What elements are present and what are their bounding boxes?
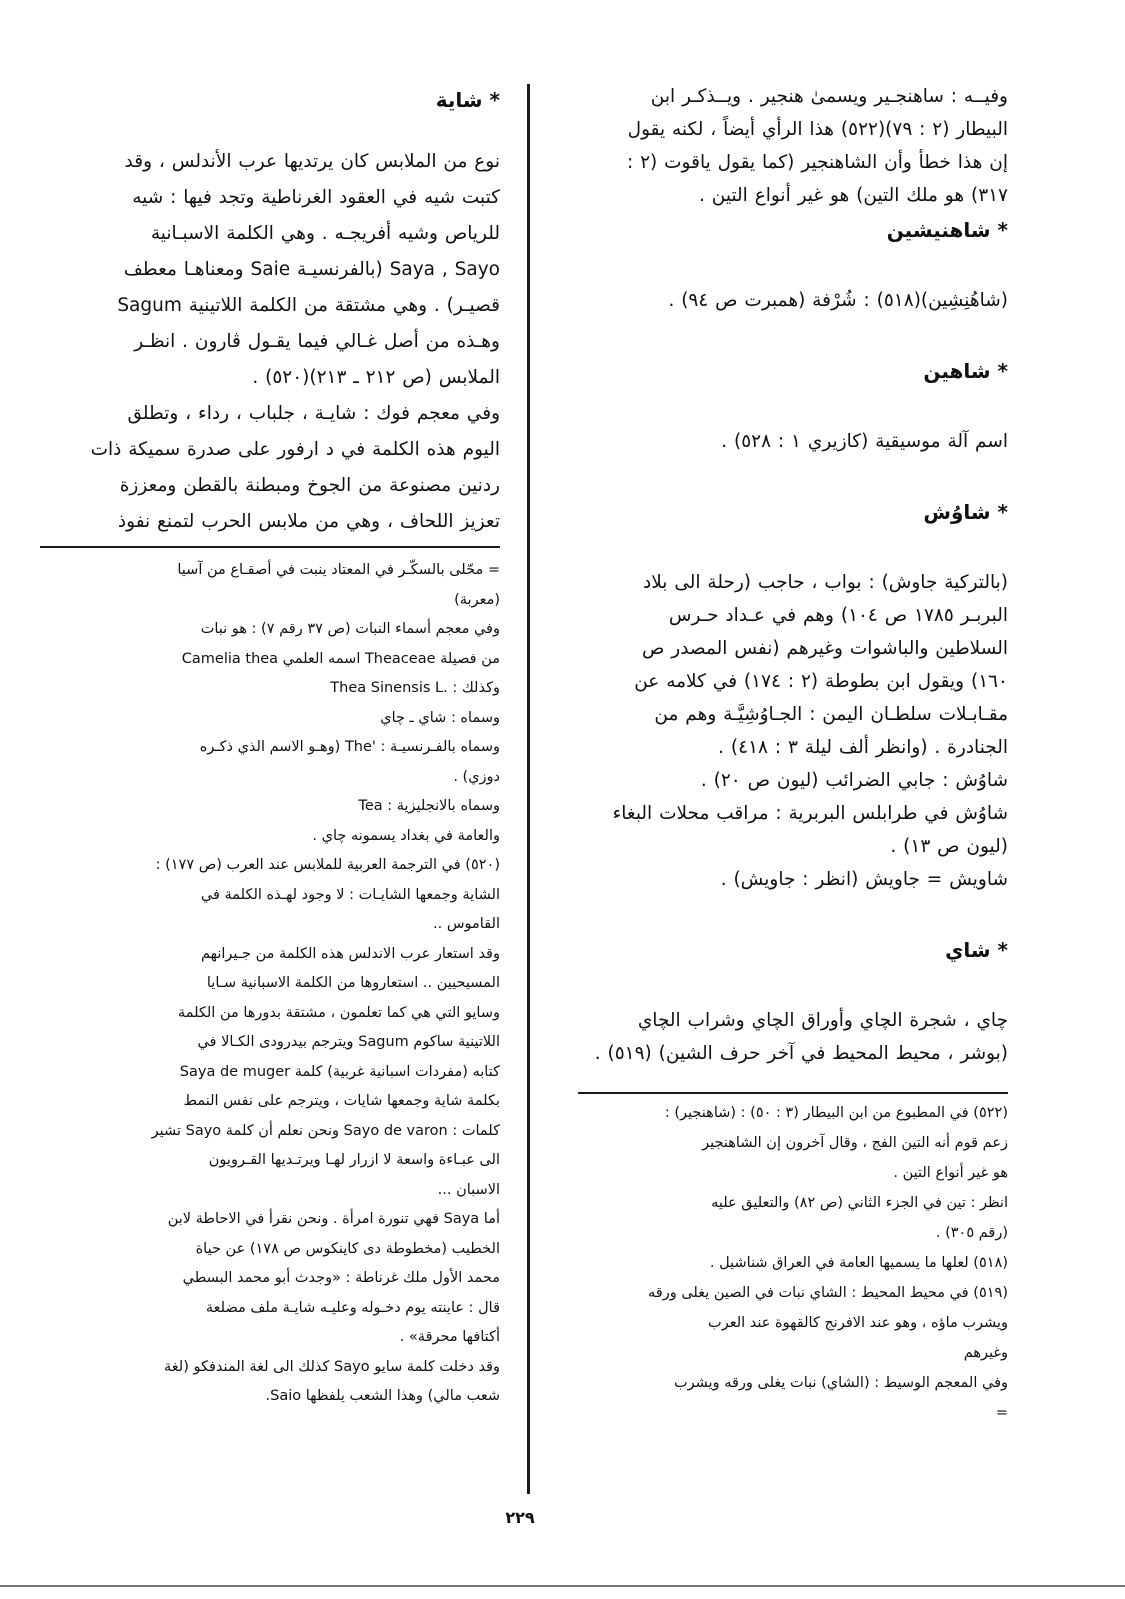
text-line: وفيــه : ساهنجـير ويسمىٰ هنجير . ويــذكـر ابن bbox=[650, 86, 1008, 107]
text-line: وهـذه من أصل غـالي فيما يقـول ڤارون . انظـر bbox=[134, 331, 500, 352]
footnote-line: وسماه بالانجليزية : Tea bbox=[358, 798, 500, 814]
footnote-separator bbox=[578, 1092, 1008, 1094]
footnote-line: ويشرب ماؤه ، وهو عند الافرنج كالقهوة عند العرب bbox=[708, 1315, 1008, 1331]
entry-heading: * شاي bbox=[945, 938, 1008, 962]
entry-body bbox=[562, 1004, 1008, 1070]
footnote-line: الخطيب (مخطوطة دى كاينكوس ص ١٧٨) عن حياة bbox=[195, 1240, 500, 1257]
footnote-line: الى عبـاءة واسعة لا ازرار لهـا ويرتـديها القـرويون bbox=[208, 1152, 500, 1168]
footnote-line: زعم قوم أنه التين الفج ، وقال آخرون إن الشاهنجير bbox=[702, 1135, 1008, 1151]
text-line: (بالتركية جاوش) : بواب ، حاجب (رحلة الى بلاد bbox=[643, 572, 1008, 593]
entry-heading: * شاهنيشين bbox=[886, 218, 1008, 242]
text-line: إن هذا خطأ وأن الشاهنجير (كما يقول ياقوت (٢ : bbox=[626, 152, 1008, 173]
left-column bbox=[50, 86, 500, 1412]
footnote-line: انظر : تين في الجزء الثاني (ص ٨٢) والتعليق عليه bbox=[711, 1195, 1008, 1211]
footnote-line: هو غير أنواع التين . bbox=[893, 1165, 1008, 1181]
entry-body bbox=[50, 144, 500, 540]
text-line: ٣١٧) هو ملك التين) هو غير أنواع التين . bbox=[699, 185, 1008, 206]
text-line: للرياص وشيه أفريجـه . وهي الكلمة الاسبـانية bbox=[150, 223, 500, 244]
entry-body bbox=[562, 284, 1008, 317]
text-line: كتبت شيه في العقود الغرناطية وتجد فيها : شيه bbox=[132, 187, 500, 208]
text-line: ١٦٠) ويقول ابن بطوطة (٢ : ١٧٤) في كلامه عن bbox=[634, 671, 1008, 692]
footnote-line: دوزي) . bbox=[453, 768, 500, 785]
column-divider bbox=[527, 84, 530, 1494]
footnote-line: كلمات : Sayo de varon ونحن نعلم أن كلمة Sayo تشير bbox=[151, 1122, 500, 1139]
footnote-line: قال : عاينته يوم دخـوله وعليـه شايـة ملف مضلعة bbox=[205, 1299, 500, 1316]
footnote-line: وقد استعار عرب الاندلس هذه الكلمة من جـيرانهم bbox=[201, 945, 500, 962]
text-line: Saya , Sayo (بالفرنسيـة Saie ومعناهـا معطف bbox=[123, 259, 500, 280]
footnote-line: بكلمة شاية وجمعها شايات ، ويترجم على نفس النمط bbox=[183, 1093, 500, 1109]
text-line: (بوشر ، محيط المحيط في آخر حرف الشين) (٥١٩) . bbox=[594, 1043, 1008, 1064]
page-number: ٢٢٩ bbox=[505, 1508, 535, 1527]
footnote-line: القاموس .. bbox=[433, 916, 500, 932]
entry-body bbox=[562, 425, 1008, 458]
text-line: شاويش = جاويش (انظر : جاويش) . bbox=[720, 869, 1008, 890]
footnotes bbox=[562, 1098, 1008, 1428]
footnote-line: (٥٢٢) في المطبوع من ابن البيطار (٣ : ٥٠) : (شاهنجير) : bbox=[664, 1105, 1008, 1121]
entry-heading: * شاهين bbox=[923, 359, 1008, 383]
footnote-line: محمد الأول ملك غرناطة : «وجدث أبو محمد البسطي bbox=[182, 1270, 500, 1286]
footnote-line: كتابه (مفردات اسبانية غربية) كلمة Saya de muger bbox=[179, 1063, 500, 1080]
text-line: وفي معجم فوك : شايـة ، جلباب ، رداء ، وتطلق bbox=[127, 403, 500, 424]
footnote-line: وقد دخلت كلمة سايو Sayo كذلك الى لغة المندفكو (لغة bbox=[164, 1358, 500, 1375]
footnote-separator bbox=[40, 546, 500, 548]
footnote-line: وغيرهم bbox=[963, 1345, 1008, 1361]
entry-heading: * شاوُش bbox=[923, 500, 1008, 524]
text-line: (ليون ص ١٣) . bbox=[890, 836, 1008, 857]
footnote-line: والعامة في بغداد يسمونه چاي . bbox=[312, 827, 500, 844]
footnote-line: شعب مالي) وهذا الشعب يلفظها Saio. bbox=[265, 1388, 500, 1404]
footnote-line: وفي المعجم الوسيط : (الشاي) نبات يغلى ورقه ويشرب bbox=[673, 1375, 1008, 1391]
footnotes bbox=[50, 556, 500, 1412]
footnote-line: وسماه : شاي ـ چاي bbox=[380, 709, 500, 726]
footnote-line: (٥١٨) لعلها ما يسميها العامة في العراق شناشيل . bbox=[709, 1255, 1008, 1271]
text-line: اسم آلة موسيقية (كازيري ١ : ٥٢٨) . bbox=[721, 431, 1008, 452]
entry-body bbox=[562, 566, 1008, 896]
text-line: (شاهُنِشِين)(٥١٨) : شُرْفة (همبرت ص ٩٤) . bbox=[668, 290, 1008, 311]
footnote-line: = bbox=[995, 1405, 1008, 1421]
text-line: اليوم هذه الكلمة في د ارفور على صدرة سميكة ذات bbox=[90, 439, 500, 460]
footnote-line: الاسبان ... bbox=[437, 1181, 500, 1198]
footnote-line: أكتافها محرقة» . bbox=[399, 1329, 500, 1345]
text-line: نوع من الملابس كان يرتديها عرب الأندلس ، وقد bbox=[124, 151, 500, 172]
footnote-line: (رقم ٣٠٥) . bbox=[935, 1225, 1008, 1241]
right-column bbox=[562, 80, 1008, 1428]
text-line: شاوُش : جابي الضرائب (ليون ص ٢٠) . bbox=[700, 770, 1008, 791]
text-line: البيطار (٢ : ٧٩)(٥٢٢) هذا الرأي أيضاً ، لكنه يقول bbox=[627, 119, 1008, 140]
footnote-line: وسايو التي هي كما تعلمون ، مشتقة بدورها من الكلمة bbox=[177, 1004, 500, 1021]
footnote-line: وفي معجم أسماء النبات (ص ٣٧ رقم ٧) : هو نبات bbox=[200, 621, 500, 637]
text-line: قصيـر) . وهي مشتقة من الكلمة اللاتينية Sagum bbox=[117, 295, 500, 316]
footnote-line: من فصيلة Theaceae اسمه العلمي Camelia thea bbox=[181, 650, 500, 667]
footnote-line: = محّلى بالسكّـر في المعتاد ينبت في أصقـاع من آسيا bbox=[177, 562, 500, 578]
footnote-line: (٥٢٠) في الترجمة العربية للملابس عند العرب (ص ١٧٧) : bbox=[155, 857, 500, 873]
text-line: السلاطين والباشوات وغيرهم (نفس المصدر ص bbox=[642, 638, 1008, 659]
text-line: شاوُش في طرابلس البربرية : مراقب محلات البغاء bbox=[612, 803, 1008, 824]
footnote-line: (معربة) bbox=[454, 591, 500, 608]
text-line: مقـابـلات سلطـان اليمن : الجـاوُشِيَّـة وهم من bbox=[654, 704, 1008, 725]
text-line: ردنين مصنوعة من الجوخ ومبطنة بالقطن ومعززة bbox=[119, 475, 500, 496]
intro-paragraph bbox=[562, 80, 1008, 212]
text-line: تعزيز اللحاف ، وهي من ملابس الحرب لتمنع نفوذ bbox=[117, 511, 500, 532]
text-line: الجنادرة . (وانظر ألف ليلة ٣ : ٤١٨) . bbox=[718, 737, 1008, 758]
footnote-line: اللاتينية ساكوم Sagum ويترجم بيدرودى الكـالا في bbox=[197, 1034, 500, 1050]
scan-edge-line bbox=[0, 1585, 1125, 1587]
text-line: الملابس (ص ٢١٢ ـ ٢١٣)(٥٢٠) . bbox=[252, 367, 500, 388]
footnote-line: أما Saya فهي تنورة امرأة . ونحن نقرأ في الاحاطة لابن bbox=[167, 1211, 500, 1227]
text-line: چاي ، شجرة الچاي وأوراق الچاي وشراب الچاي bbox=[637, 1010, 1008, 1031]
entry-heading: * شاية bbox=[435, 88, 500, 112]
footnote-line: وكذلك : .Thea Sinensis L bbox=[330, 680, 500, 696]
footnote-line: (٥١٩) في محيط المحيط : الشاي نبات في الصين يغلى ورقه bbox=[648, 1285, 1008, 1301]
text-line: البربـر ١٧٨٥ ص ١٠٤) وهم في عـداد حـرس bbox=[668, 605, 1008, 626]
footnote-line: وسماه بالفـرنسيـة : 'The (وهـو الاسم الذي ذكـره bbox=[199, 739, 500, 755]
footnote-line: الشاية وجمعها الشايـات : لا وجود لهـذه الكلمة في bbox=[200, 886, 500, 903]
footnote-line: المسيحيين .. استعاروها من الكلمة الاسبانية سـايا bbox=[206, 975, 500, 991]
